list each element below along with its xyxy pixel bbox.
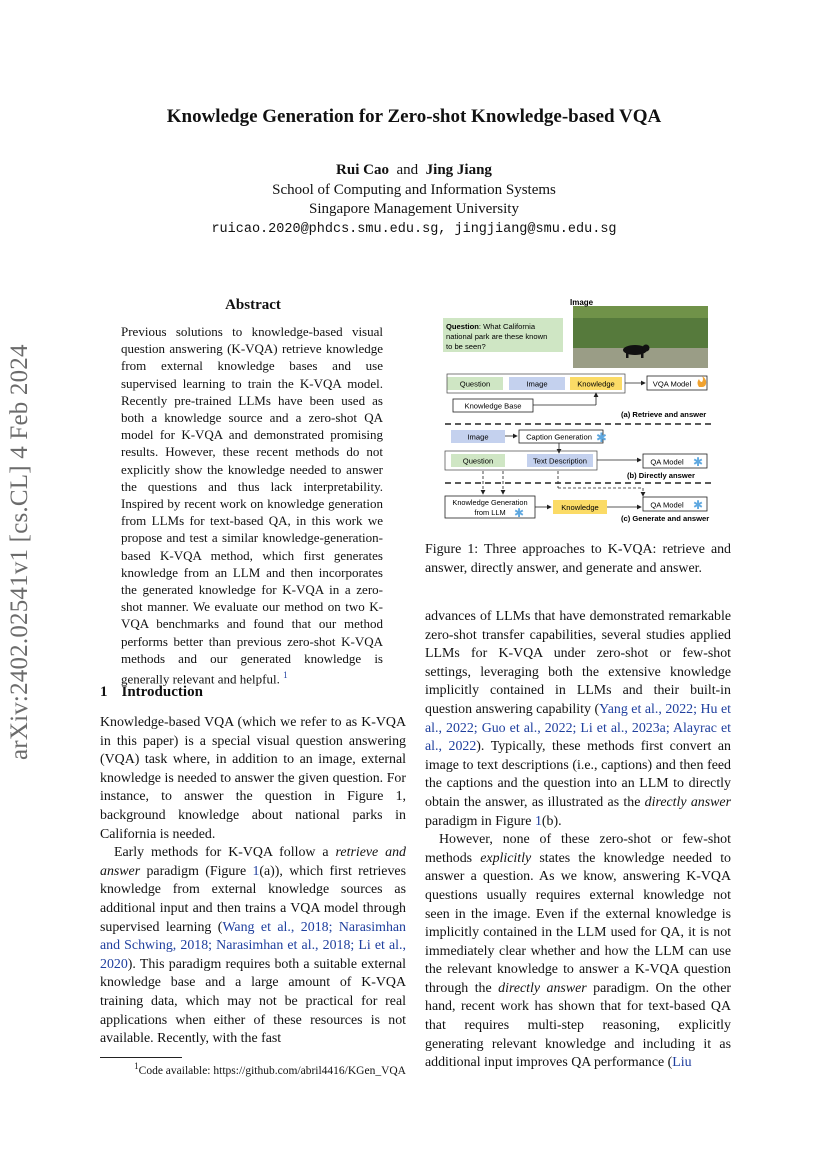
question-node: Question bbox=[459, 379, 491, 389]
section-number: 1 bbox=[100, 684, 108, 700]
author-name: Jing Jiang bbox=[425, 162, 492, 178]
snowflake-icon: ✱ bbox=[693, 455, 704, 469]
image-node: Image bbox=[526, 379, 548, 389]
paragraph: Knowledge-based VQA (which we refer to as K-VQA in this paper) is a special visual question answering (VQA) task where, in addition to an image, external knowledge is needed to answer the given question. For instance, to answer the question in Figure 1, background knowledge about national parks in California is needed. bbox=[100, 715, 406, 842]
figure-caption: Figure 1: Three approaches to K-VQA: retrieve and answer, directly answer, and generate and answer. bbox=[425, 542, 731, 576]
citation-link[interactable]: Wang et al., 2018; Narasimhan and Schwing, 2018; Narasimhan et al., 2018; Li et al., 2020 bbox=[100, 919, 406, 972]
paper-title: Knowledge Generation for Zero-shot Knowledge-based VQA bbox=[166, 106, 662, 127]
question-node: Question bbox=[462, 456, 494, 466]
left-column bbox=[100, 714, 406, 1049]
caption-generation-node: Caption Generation bbox=[526, 432, 592, 442]
snowflake-icon: ✱ bbox=[514, 506, 525, 520]
author-block bbox=[0, 161, 828, 239]
vqa-model-node: VQA Model bbox=[652, 379, 692, 389]
question-text: to be seen? bbox=[446, 342, 486, 351]
citation-link[interactable]: Liu bbox=[672, 1055, 692, 1071]
abstract-text: Previous solutions to knowledge-based visual question answering (K-VQA) retrieve knowledge from external knowledge bases and use supervised learning to train the K-VQA model. Recently pre-trained LLMs have been used as both a knowledge source and a zero-shot QA model for K-VQA and demonstrated promising results. However, these recent methods do not explicitly show the knowledge needed to answer the questions and thus lack interpretability. Inspired by recent work on knowledge generation from LLMs for text-based QA, in this work we propose and test a similar knowledge-generation-based K-VQA method, which first generates knowledge from an LLM and then incorporates the generated knowledge for K-VQA in a zero-shot manner. We evaluate our method on two K-VQA benchmarks and found that our method performs better than previous zero-shot K-VQA methods and our generated knowledge is generally relevant and helpful. bbox=[121, 324, 383, 687]
knowledge-node: Knowledge bbox=[577, 379, 615, 389]
abstract-heading: Abstract bbox=[225, 297, 281, 313]
text-description-node: Text Description bbox=[532, 456, 588, 466]
paragraph: However, none of these zero-shot or few-shot methods explicitly states the knowledge needed to answer a question. As we know, answering K-VQA questions usually requires external knowledge not seen in the image. Even if the external knowledge is implicitly contained in the LLM used for QA, it is not immediately clear whether and how the LLM can use the relevant knowledge to answer a K-VQA question through the directly answer paradigm. On the other hand, recent work has shown that for text-based QA that requires multi-step reasoning, explicitly generating relevant knowledge and including it as additional input improves QA performance (Liu bbox=[425, 832, 732, 1071]
section-title: Introduction bbox=[121, 684, 203, 700]
footnote-marker[interactable]: 1 bbox=[283, 670, 288, 681]
knowledge-base-node: Knowledge Base bbox=[464, 401, 522, 411]
bear-photo bbox=[573, 306, 708, 368]
knowledge-generation-node: from LLM bbox=[474, 508, 506, 517]
question-text: national park are these known bbox=[446, 332, 548, 341]
citation-link[interactable]: Yang et al., 2022; Hu et al., 2022; Guo et al., 2022; Li et al., 2023a; Alayrac et al., 2022 bbox=[425, 701, 731, 755]
footnote: $^1$Code available: https://github.com/abril4416/KGen_VQA bbox=[134, 1061, 406, 1077]
author-line bbox=[0, 161, 828, 181]
author-name: Rui Cao bbox=[336, 162, 389, 178]
arxiv-stamp: arXiv:2402.02541v1 [cs.CL] 4 Feb 2024 bbox=[6, 344, 33, 760]
abstract-body bbox=[121, 323, 383, 688]
image-node: Image bbox=[467, 432, 489, 442]
paragraph: advances of LLMs that have demonstrated remarkable zero-shot transfer capabilities, several studies applied LLMs for K-VQA under zero-shot or few-shot settings, leveraging both the extensive knowledge implicitly contained in LLMs and their built-in question answering capability (Yang et al., 2022; Hu et al., 2022; Guo et al., 2022; Li et al., 2023a; Alayrac et al., 2022). Typically, these methods first convert an image to text descriptions (i.e., captions) and then feed the captions and the question into an LLM to directly obtain the answer, as illustrated as the directly answer paradigm in Figure 1(b). bbox=[425, 609, 731, 829]
affiliation: School of Computing and Information Systems bbox=[272, 181, 556, 198]
knowledge-node: Knowledge bbox=[561, 503, 599, 512]
image-label: Image bbox=[570, 298, 594, 307]
footnote-text: Code available: https://github.com/abril4416/KGen_VQA bbox=[138, 1064, 406, 1077]
affiliation: Singapore Management University bbox=[309, 201, 519, 217]
footnote-rule bbox=[100, 1057, 182, 1058]
knowledge-generation-node: Knowledge Generation bbox=[452, 498, 528, 507]
snowflake-icon: ✱ bbox=[596, 430, 607, 445]
author-emails: ruicao.2020@phdcs.smu.edu.sg, jingjiang@smu.edu.sg bbox=[211, 221, 617, 237]
label-directly-answer: (b) Directly answer bbox=[627, 471, 695, 480]
qa-model-node: QA Model bbox=[650, 500, 684, 510]
svg-text:Question: What California: Question: What California bbox=[446, 322, 536, 331]
right-column bbox=[425, 608, 731, 1073]
snowflake-icon: ✱ bbox=[693, 498, 704, 512]
figure-ref-link[interactable]: 1 bbox=[534, 813, 542, 829]
author-conjunction: and bbox=[396, 162, 419, 178]
figure-1-diagram bbox=[443, 296, 733, 532]
section-heading bbox=[100, 684, 217, 701]
qa-model-node: QA Model bbox=[650, 457, 684, 467]
label-generate-and-answer: (c) Generate and answer bbox=[621, 514, 710, 523]
label-retrieve-and-answer: (a) Retrieve and answer bbox=[621, 410, 707, 419]
figure-ref-link[interactable]: 1 bbox=[252, 863, 260, 879]
paragraph: Early methods for K-VQA follow a retrieve and answer paradigm (Figure 1(a)), which first retrieves knowledge from external knowledge sources as additional input and then trains a VQA model through supervised learning (Wang et al., 2018; Narasimhan and Schwing, 2018; Narasimhan et al., 2018; Li et al., 2020). This paradigm requires both a suitable external knowledge base and a large amount of K-VQA training data, which may not be practical for real applications when either of these resources is not available. Recently, with the fast bbox=[100, 845, 407, 1047]
